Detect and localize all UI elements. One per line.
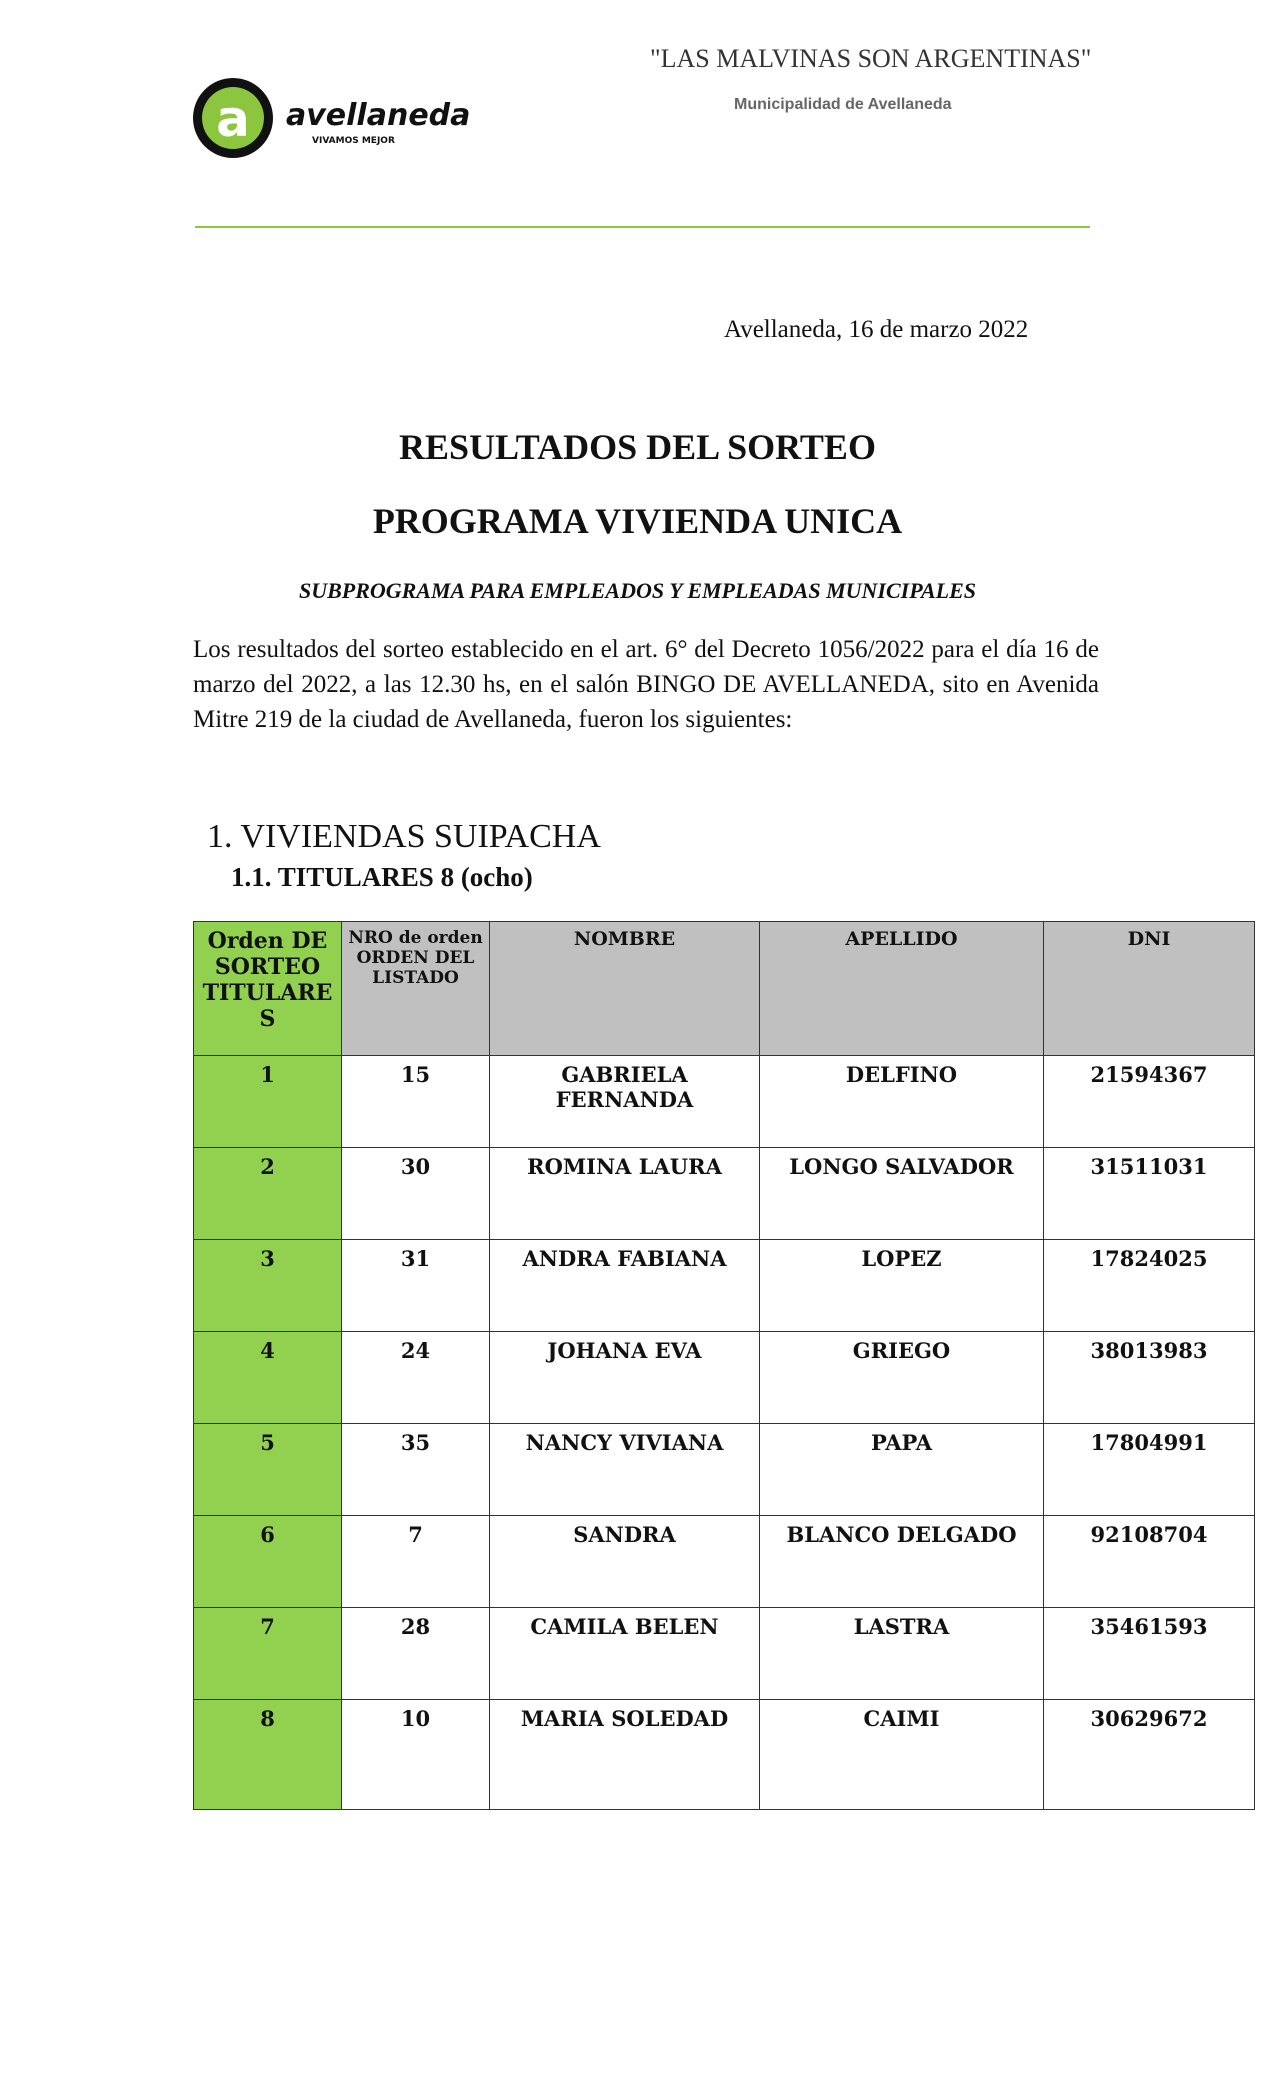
document-date: Avellaneda, 16 de marzo 2022 <box>724 316 1029 343</box>
cell-surname: CAIMI <box>760 1700 1044 1810</box>
cell-draw-order: 2 <box>194 1148 342 1240</box>
cell-name: CAMILA BELEN <box>490 1608 760 1700</box>
cell-list-order: 31 <box>342 1240 490 1332</box>
avellaneda-logo <box>190 73 471 163</box>
header-motto: "LAS MALVINAS SON ARGENTINAS" <box>650 44 1092 73</box>
cell-surname: LASTRA <box>760 1608 1044 1700</box>
cell-name: SANDRA <box>490 1516 760 1608</box>
table-row <box>194 1240 1255 1332</box>
cell-dni: 30629672 <box>1044 1700 1255 1810</box>
cell-list-order: 10 <box>342 1700 490 1810</box>
col-header-draw-order: Orden DE SORTEO TITULARE S <box>194 922 342 1056</box>
logo-tagline: VIVAMOS MEJOR <box>312 136 395 146</box>
table-row <box>194 1332 1255 1424</box>
cell-name: NANCY VIVIANA <box>490 1424 760 1516</box>
cell-draw-order: 8 <box>194 1700 342 1810</box>
cell-draw-order: 6 <box>194 1516 342 1608</box>
cell-list-order: 24 <box>342 1332 490 1424</box>
cell-dni: 17824025 <box>1044 1240 1255 1332</box>
col-header-name: NOMBRE <box>490 922 760 1056</box>
cell-name: GABRIELA FERNANDA <box>490 1056 760 1148</box>
cell-surname: LONGO SALVADOR <box>760 1148 1044 1240</box>
section-heading: 1. VIVIENDAS SUIPACHA <box>207 818 601 855</box>
cell-name: MARIA SOLEDAD <box>490 1700 760 1810</box>
intro-paragraph: Los resultados del sorteo establecido en el art. 6° del Decreto 1056/2022 para el día 16 de marzo del 2022, a las 12.30 hs, en el salón BINGO DE AVELLANEDA, sito en Avenida Mitre 219 de la ciudad de Avellaneda, fueron los siguientes: <box>193 636 1099 733</box>
table-row <box>194 1608 1255 1700</box>
cell-surname: GRIEGO <box>760 1332 1044 1424</box>
cell-name: ANDRA FABIANA <box>490 1240 760 1332</box>
cell-draw-order: 7 <box>194 1608 342 1700</box>
cell-list-order: 28 <box>342 1608 490 1700</box>
cell-dni: 31511031 <box>1044 1148 1255 1240</box>
cell-draw-order: 1 <box>194 1056 342 1148</box>
cell-name: JOHANA EVA <box>490 1332 760 1424</box>
cell-surname: BLANCO DELGADO <box>760 1516 1044 1608</box>
cell-draw-order: 3 <box>194 1240 342 1332</box>
cell-dni: 17804991 <box>1044 1424 1255 1516</box>
cell-list-order: 30 <box>342 1148 490 1240</box>
logo-icon <box>190 73 471 163</box>
cell-surname: PAPA <box>760 1424 1044 1516</box>
subprogram-title: SUBPROGRAMA PARA EMPLEADOS Y EMPLEADAS MUNICIPALES <box>298 578 977 603</box>
header-divider <box>195 226 1090 228</box>
cell-name: ROMINA LAURA <box>490 1148 760 1240</box>
results-table <box>193 921 1255 1810</box>
cell-list-order: 35 <box>342 1424 490 1516</box>
table-row <box>194 1148 1255 1240</box>
cell-dni: 92108704 <box>1044 1516 1255 1608</box>
cell-list-order: 7 <box>342 1516 490 1608</box>
cell-draw-order: 4 <box>194 1332 342 1424</box>
cell-dni: 38013983 <box>1044 1332 1255 1424</box>
col-header-surname: APELLIDO <box>760 922 1044 1056</box>
document-title: RESULTADOS DEL SORTEO <box>399 427 876 467</box>
cell-dni: 21594367 <box>1044 1056 1255 1148</box>
logo-wordmark: avellaneda <box>286 98 471 133</box>
logo-letter: a <box>216 90 250 148</box>
col-header-list-order: NRO de orden ORDEN DEL LISTADO <box>342 922 490 1056</box>
table-header-row <box>194 922 1255 1056</box>
program-title: PROGRAMA VIVIENDA UNICA <box>372 501 903 541</box>
cell-list-order: 15 <box>342 1056 490 1148</box>
cell-dni: 35461593 <box>1044 1608 1255 1700</box>
cell-draw-order: 5 <box>194 1424 342 1516</box>
col-header-dni: DNI <box>1044 922 1255 1056</box>
table-row <box>194 1056 1255 1148</box>
subsection-heading: 1.1. TITULARES 8 (ocho) <box>231 862 533 892</box>
table-row <box>194 1516 1255 1608</box>
municipality-name: Municipalidad de Avellaneda <box>734 96 952 113</box>
table-row <box>194 1424 1255 1516</box>
cell-surname: LOPEZ <box>760 1240 1044 1332</box>
cell-surname: DELFINO <box>760 1056 1044 1148</box>
table-row <box>194 1700 1255 1810</box>
